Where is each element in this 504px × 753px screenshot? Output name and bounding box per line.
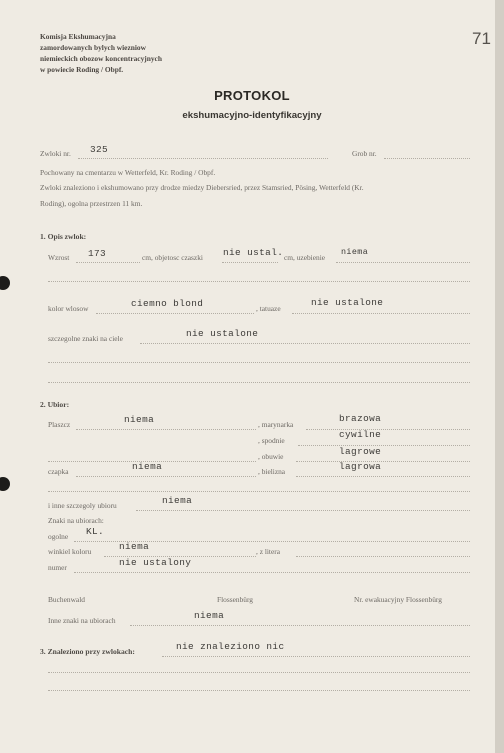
section-heading-ubior: 2. Ubior: [40,400,70,409]
spodnie-value: cywilne [339,429,382,440]
znaki-line [140,343,470,344]
blank-line [48,690,470,691]
org-line: niemieckich obozow koncentracyjnych [40,54,162,63]
buchenwald-label: Buchenwald [48,595,85,604]
binder-hole [0,276,10,290]
uzebienie-value: niema [341,247,369,257]
binder-hole [0,477,10,491]
blank-line [48,362,470,363]
objetosc-label: cm, objetosc czaszki [142,253,203,262]
blank-line [48,281,470,282]
org-line: w powiecie Roding / Obpf. [40,65,124,74]
org-line: Komisja Ekshumacyjna [40,32,116,41]
spodnie-line [298,445,470,446]
wzrost-label: Wzrost [48,253,70,262]
bielizna-line [296,476,470,477]
tatuaze-value: nie ustalone [311,297,384,308]
page-edge [495,0,504,753]
plaszcz-line [76,429,256,430]
zwloki-value: 325 [90,144,109,155]
ogolne-value: KL. [86,526,105,537]
blank-line [48,491,470,492]
page-number: 71 [472,29,491,48]
marynarka-line [306,429,470,430]
ogolne-label: ogolne [48,532,69,541]
kolor-wlosow-value: ciemno blond [131,298,204,309]
numer-line [74,572,470,573]
znaleziono-line [162,656,470,657]
spodnie-label: , spodnie [258,436,285,445]
inne-znaki-label: Inne znaki na ubiorach [48,616,116,625]
obuwie-line [296,461,470,462]
zwloki-label: Zwloki nr. [40,149,71,158]
uzebienie-line [336,262,470,263]
page-subtitle: ekshumacyjno-identyfikacyjny [182,110,322,121]
grob-line [384,158,470,159]
inne-znaki-line [130,625,470,626]
obuwie-value: lagrowe [339,446,382,457]
czaszka-line [222,262,278,263]
flossenburg-label: Flossenbürg [217,595,254,604]
bielizna-label: , bielizna [258,467,286,476]
wzrost-line [76,262,140,263]
inne-szczegoly-label: i inne szczegoly ubioru [48,501,117,510]
pochowany-text: Pochowany na cmentarzu w Wetterfeld, Kr. Roding / Obpf. [40,168,216,177]
znaleziono-text-line2: Roding), ogolna przestrzen 11 km. [40,199,143,208]
winkiel-label: winkiel koloru [48,547,92,556]
kolor-wlosow-label: kolor wlosow [48,304,89,313]
page-title: PROTOKOL [214,88,290,103]
inne-znaki-value: niema [194,610,225,621]
czaszka-value: nie ustal. [223,247,284,258]
znaleziono-value: nie znaleziono nic [176,641,285,652]
inne-szczegoly-value: niema [162,495,193,506]
section-heading-znaleziono: 3. Znaleziono przy zwlokach: [40,647,135,656]
numer-value: nie ustalony [119,557,192,568]
czapka-value: niema [132,461,163,472]
zwloki-line [78,158,328,159]
czapka-label: czapka [48,467,69,476]
org-line: zamordowanych bylych wiezniow [40,43,146,52]
kolor-line [96,313,254,314]
blank-line [48,382,470,383]
inne-szczegoly-line [136,510,470,511]
znaki-na-ciele-label: szczegolne znaki na ciele [48,334,123,343]
znaki-na-ubiorach-label: Znaki na ubiorach: [48,516,104,525]
litera-line [296,556,470,557]
numer-label: numer [48,563,67,572]
tatuaze-line [292,313,470,314]
plaszcz-value: niema [124,414,155,425]
blank-line [48,672,470,673]
wzrost-value: 173 [88,248,107,259]
czapka-line [76,476,256,477]
bielizna-value: lagrowa [339,461,382,472]
obuwie-label: , obuwie [258,452,284,461]
winkiel-value: niema [119,541,150,552]
section-heading-opis: 1. Opis zwlok: [40,232,87,241]
litera-label: , z litera [256,547,281,556]
znaki-na-ciele-value: nie ustalone [186,328,259,339]
tatuaze-label: , tatuaze [256,304,281,313]
grob-label: Grob nr. [352,149,377,158]
organization-block [40,31,162,75]
znaleziono-text-line1: Zwloki znaleziono i ekshumowano przy drodze miedzy Diebersried, przez Stamsried, Pösing, Wetterfeld (Kr. [40,183,364,192]
marynarka-label: , marynarka [258,420,294,429]
uzebienie-label: cm, uzebienie [284,253,326,262]
marynarka-value: brazowa [339,413,382,424]
plaszcz-label: Plaszcz [48,420,71,429]
ewakuacyjny-label: Nr. ewakuacyjny Flossenbürg [354,595,442,604]
